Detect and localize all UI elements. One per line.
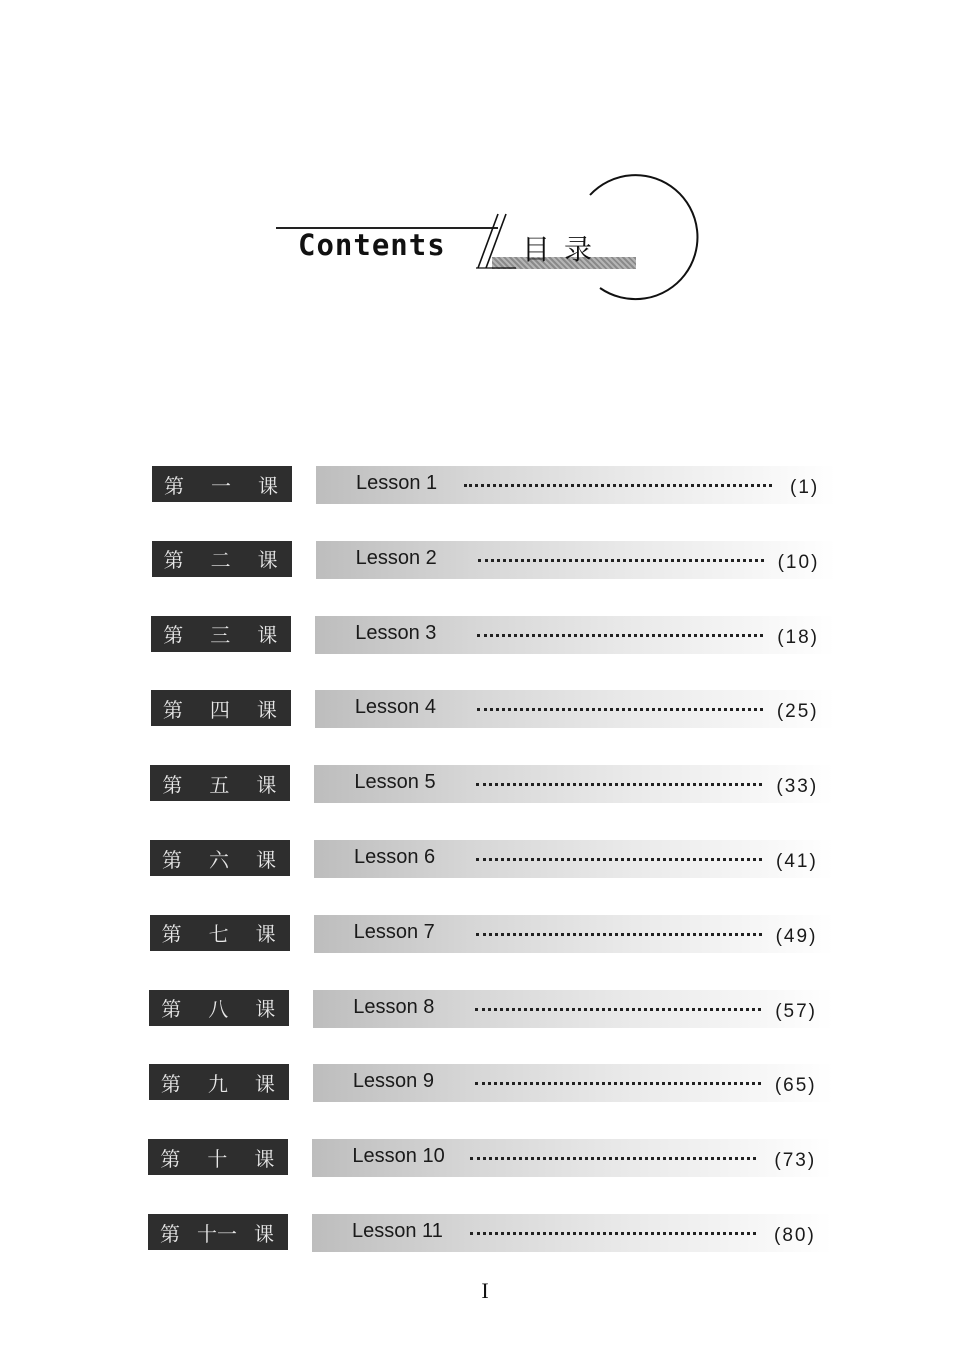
lesson-cn-char: 第 (160, 1146, 181, 1171)
lesson-cn-char: 八 (208, 997, 229, 1022)
dot-leader (478, 559, 764, 562)
lesson-cn-char: 第 (163, 623, 184, 648)
lesson-cn-char: 课 (256, 772, 277, 797)
lesson-title: Lesson 10 (352, 1145, 445, 1168)
lesson-page-number: (65) (774, 1075, 817, 1097)
toc-row[interactable] (145, 984, 845, 1030)
dot-leader (475, 1008, 761, 1011)
lesson-cn-char: 第 (161, 922, 182, 947)
lesson-title: Lesson 7 (353, 920, 435, 943)
page-number: I (481, 1278, 489, 1303)
dot-leader (477, 708, 763, 711)
lesson-page-number: (10) (777, 551, 820, 573)
lesson-cn-char: 课 (255, 997, 276, 1022)
lesson-title: Lesson 2 (355, 546, 437, 569)
lesson-cn-char: 第 (163, 548, 184, 573)
lesson-cn-char: 七 (208, 922, 229, 947)
lesson-page-number: (41) (776, 851, 818, 872)
lesson-cn-label (152, 541, 292, 577)
toc-row[interactable] (147, 610, 847, 656)
toc-row[interactable] (146, 909, 846, 955)
dot-leader (476, 858, 762, 861)
lesson-cn-char: 九 (207, 1071, 228, 1096)
lesson-cn-label (148, 1139, 288, 1175)
dot-leader (477, 634, 763, 637)
lesson-page-number: (1) (790, 477, 820, 498)
dot-leader (476, 933, 762, 936)
lesson-cn-char: 课 (257, 623, 278, 648)
lesson-page-number: (18) (777, 626, 819, 648)
header-title-en: Contents (298, 228, 446, 262)
lesson-cn-char: 课 (258, 473, 278, 498)
lesson-cn-char: 四 (209, 697, 230, 722)
lesson-cn-label (151, 690, 291, 726)
lesson-page-number: (33) (776, 776, 819, 798)
lesson-cn-label (152, 466, 292, 502)
lesson-cn-char: 课 (256, 697, 277, 722)
lesson-cn-char: 课 (257, 548, 278, 573)
lesson-cn-char: 第 (162, 772, 183, 797)
lesson-cn-label (148, 1214, 288, 1250)
toc-row[interactable] (147, 684, 847, 730)
header-title-cn: 目录 (522, 233, 607, 266)
lesson-page-number: (25) (776, 701, 819, 723)
lesson-page-number: (80) (774, 1225, 816, 1246)
lesson-cn-char: 课 (254, 1146, 275, 1171)
lesson-page-number: (73) (774, 1150, 817, 1172)
lesson-title: Lesson 5 (354, 771, 436, 794)
lesson-cn-char: 课 (254, 1221, 274, 1246)
lesson-cn-char: 五 (209, 772, 230, 797)
toc-row[interactable] (148, 535, 848, 581)
toc-row[interactable] (144, 1133, 844, 1179)
lesson-cn-char: 课 (254, 1071, 275, 1096)
dot-leader (476, 783, 762, 786)
lesson-cn-char: 第 (160, 1071, 181, 1096)
toc-row[interactable] (148, 460, 848, 506)
lesson-cn-label (150, 840, 290, 876)
lesson-cn-label (151, 616, 291, 652)
dot-leader (475, 1082, 761, 1085)
lesson-cn-char: 六 (209, 847, 229, 872)
dot-leader (464, 484, 772, 487)
lesson-cn-label (149, 990, 289, 1026)
lesson-cn-char: 课 (255, 922, 276, 947)
double-slash-decoration (470, 210, 520, 272)
lesson-title: Lesson 11 (352, 1220, 443, 1242)
lesson-title: Lesson 6 (354, 846, 436, 868)
lesson-cn-char: 第 (162, 697, 183, 722)
lesson-cn-char: 课 (256, 847, 276, 872)
lesson-cn-char: 十一 (197, 1221, 237, 1246)
dot-leader (470, 1232, 756, 1235)
lesson-cn-char: 第 (161, 997, 182, 1022)
lesson-cn-char: 二 (210, 548, 231, 573)
toc-row[interactable] (144, 1208, 844, 1254)
lesson-title: Lesson 9 (352, 1070, 434, 1093)
lesson-cn-char: 一 (211, 473, 231, 498)
dot-leader (470, 1157, 756, 1160)
lesson-cn-char: 十 (207, 1146, 228, 1171)
toc-row[interactable] (145, 1058, 845, 1104)
lesson-page-number: (57) (775, 1000, 817, 1022)
lesson-cn-label (150, 915, 290, 951)
lesson-cn-label (150, 765, 290, 801)
lesson-title: Lesson 8 (353, 995, 435, 1018)
lesson-cn-char: 第 (160, 1221, 180, 1246)
lesson-cn-char: 三 (210, 623, 231, 648)
lesson-title: Lesson 4 (354, 696, 436, 719)
lesson-page-number: (49) (775, 925, 818, 947)
lesson-cn-label (149, 1064, 289, 1100)
lesson-cn-char: 第 (162, 847, 182, 872)
toc-header (270, 170, 720, 310)
lesson-title: Lesson 1 (356, 472, 438, 494)
toc-row[interactable] (146, 759, 846, 805)
toc-row[interactable] (146, 834, 846, 880)
lesson-cn-char: 第 (164, 473, 184, 498)
lesson-title: Lesson 3 (355, 621, 437, 644)
